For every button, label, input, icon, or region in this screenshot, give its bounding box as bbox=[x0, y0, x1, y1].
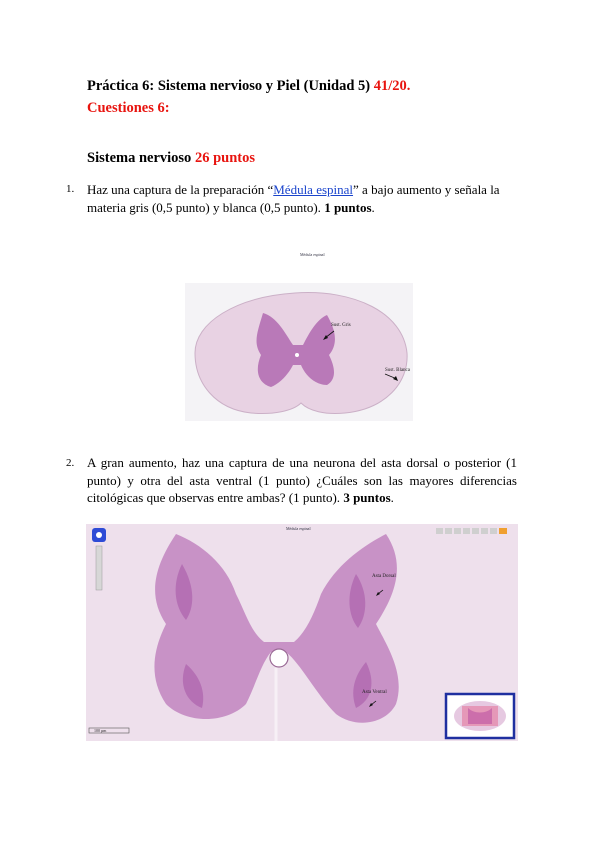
section-points: 26 puntos bbox=[194, 150, 255, 166]
q1-text-a: Haz una captura de la preparación “ bbox=[87, 182, 274, 197]
label-sust-blanca: Sust. Blanca bbox=[385, 368, 410, 373]
q1-text-b: ” a bajo aumento y señala la materia gris (0,5 punto) y blanca (0,5 punto). bbox=[87, 182, 500, 215]
q2-end: . bbox=[390, 490, 394, 505]
image2-caption: Médula espinal bbox=[286, 526, 311, 531]
subtitle: Cuestiones 6: bbox=[87, 100, 170, 116]
label-sust-gris: Sust. Gris bbox=[331, 323, 351, 328]
image1-caption: Médula espinal bbox=[300, 252, 325, 257]
section-title bbox=[87, 150, 255, 167]
spinal-cord-high-mag-image bbox=[86, 524, 518, 741]
spinal-cord-low-mag-image bbox=[185, 283, 413, 421]
q2-points: 3 puntos bbox=[343, 490, 391, 505]
question-1-text bbox=[87, 181, 517, 216]
title-text: Práctica 6: Sistema nervioso y Piel (Unidad 5) bbox=[87, 78, 371, 94]
spinal-cord-low-mag-graphic bbox=[185, 283, 413, 421]
title-score: 41/20. bbox=[373, 78, 411, 94]
section-title-text: Sistema nervioso bbox=[87, 150, 192, 166]
question-2-text bbox=[87, 454, 517, 507]
q2-text: A gran aumento, haz una captura de una neurona del asta dorsal o posterior (1 punto) y otra del asta ventral (1 punto) ¿Cuáles son las mayores diferencias citológicas que observas entre ambas? (1 punto). bbox=[87, 455, 517, 505]
scale-bar-label: 100 µm bbox=[94, 728, 107, 733]
question-1-number: 1. bbox=[66, 183, 75, 195]
page-title bbox=[87, 78, 410, 95]
medula-espinal-link[interactable]: Médula espinal bbox=[273, 182, 354, 197]
q1-end: . bbox=[371, 199, 375, 215]
q1-points: 1 puntos bbox=[324, 199, 372, 215]
label-asta-ventral: Asta Ventral bbox=[362, 690, 387, 695]
label-asta-dorsal: Asta Dorsal bbox=[372, 574, 396, 579]
spinal-cord-high-mag-graphic bbox=[86, 524, 518, 741]
question-2-number: 2. bbox=[66, 457, 75, 469]
